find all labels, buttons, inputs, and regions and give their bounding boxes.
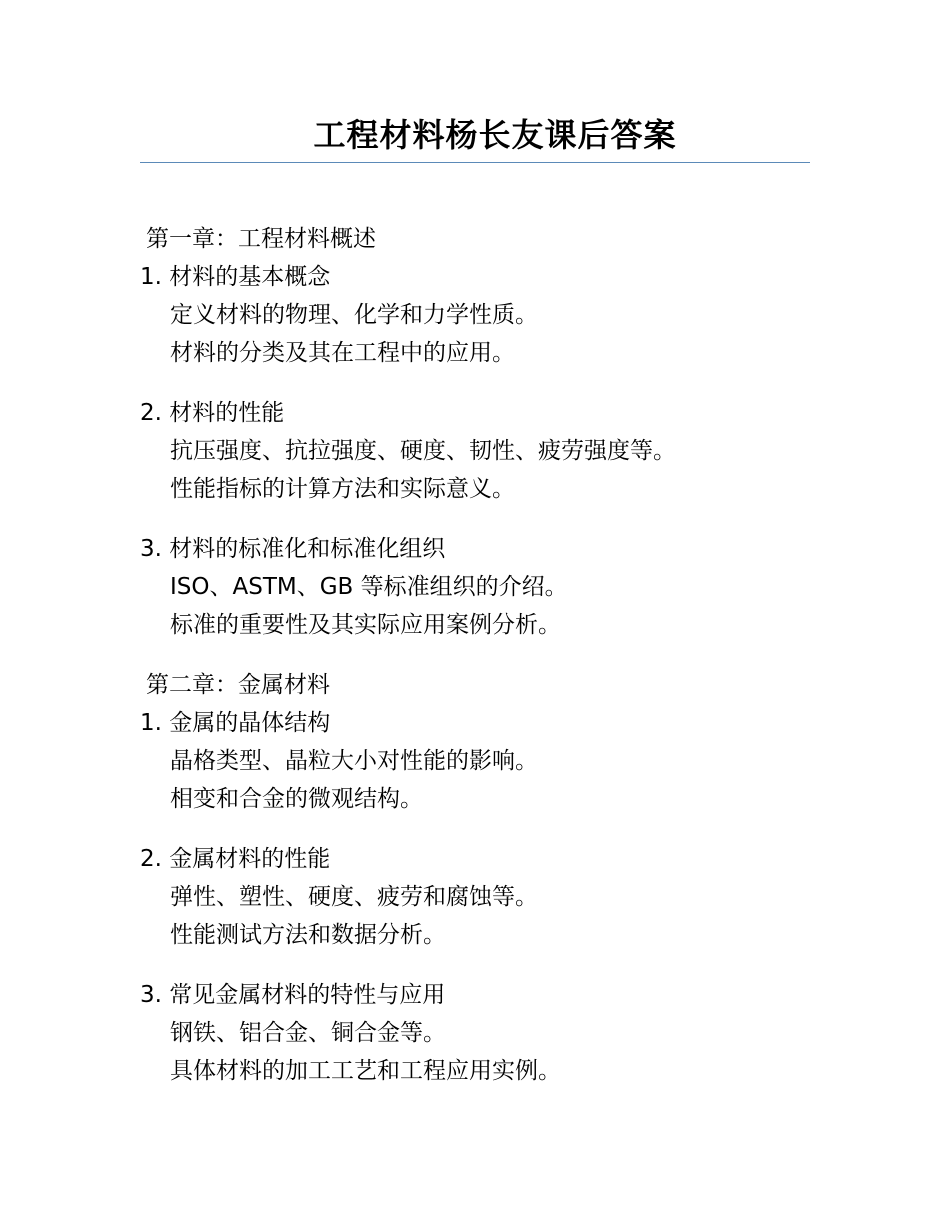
section-heading: 2. 金属材料的性能 bbox=[140, 846, 331, 872]
section-heading: 3. 常见金属材料的特性与应用 bbox=[140, 982, 446, 1008]
spacer bbox=[140, 372, 820, 394]
list-item: 具体材料的加工工艺和工程应用实例。 bbox=[170, 1058, 561, 1084]
section-heading: 2. 材料的性能 bbox=[140, 400, 285, 426]
list-item: 性能指标的计算方法和实际意义。 bbox=[170, 476, 515, 502]
spacer bbox=[140, 818, 820, 840]
title-underline bbox=[140, 162, 810, 163]
spacer bbox=[140, 508, 820, 530]
list-item: 定义材料的物理、化学和力学性质。 bbox=[170, 302, 538, 328]
spacer bbox=[140, 644, 820, 666]
list-item: ISO、ASTM、GB 等标准组织的介绍。 bbox=[170, 574, 568, 600]
list-item: 性能测试方法和数据分析。 bbox=[170, 922, 446, 948]
chapter-heading: 第一章：工程材料概述 bbox=[146, 226, 376, 252]
spacer bbox=[140, 954, 820, 976]
list-item: 抗压强度、抗拉强度、硬度、韧性、疲劳强度等。 bbox=[170, 438, 676, 464]
section-heading: 1. 金属的晶体结构 bbox=[140, 710, 331, 736]
section-heading: 1. 材料的基本概念 bbox=[140, 264, 331, 290]
section-heading: 3. 材料的标准化和标准化组织 bbox=[140, 536, 446, 562]
list-item: 钢铁、铝合金、铜合金等。 bbox=[170, 1020, 446, 1046]
list-item: 材料的分类及其在工程中的应用。 bbox=[170, 340, 515, 366]
list-item: 晶格类型、晶粒大小对性能的影响。 bbox=[170, 748, 538, 774]
chapter-heading: 第二章：金属材料 bbox=[146, 672, 330, 698]
list-item: 弹性、塑性、硬度、疲劳和腐蚀等。 bbox=[170, 884, 538, 910]
list-item: 标准的重要性及其实际应用案例分析。 bbox=[170, 612, 561, 638]
document-title: 工程材料杨长友课后答案 bbox=[313, 116, 677, 154]
list-item: 相变和合金的微观结构。 bbox=[170, 786, 423, 812]
document-body bbox=[140, 220, 820, 1090]
